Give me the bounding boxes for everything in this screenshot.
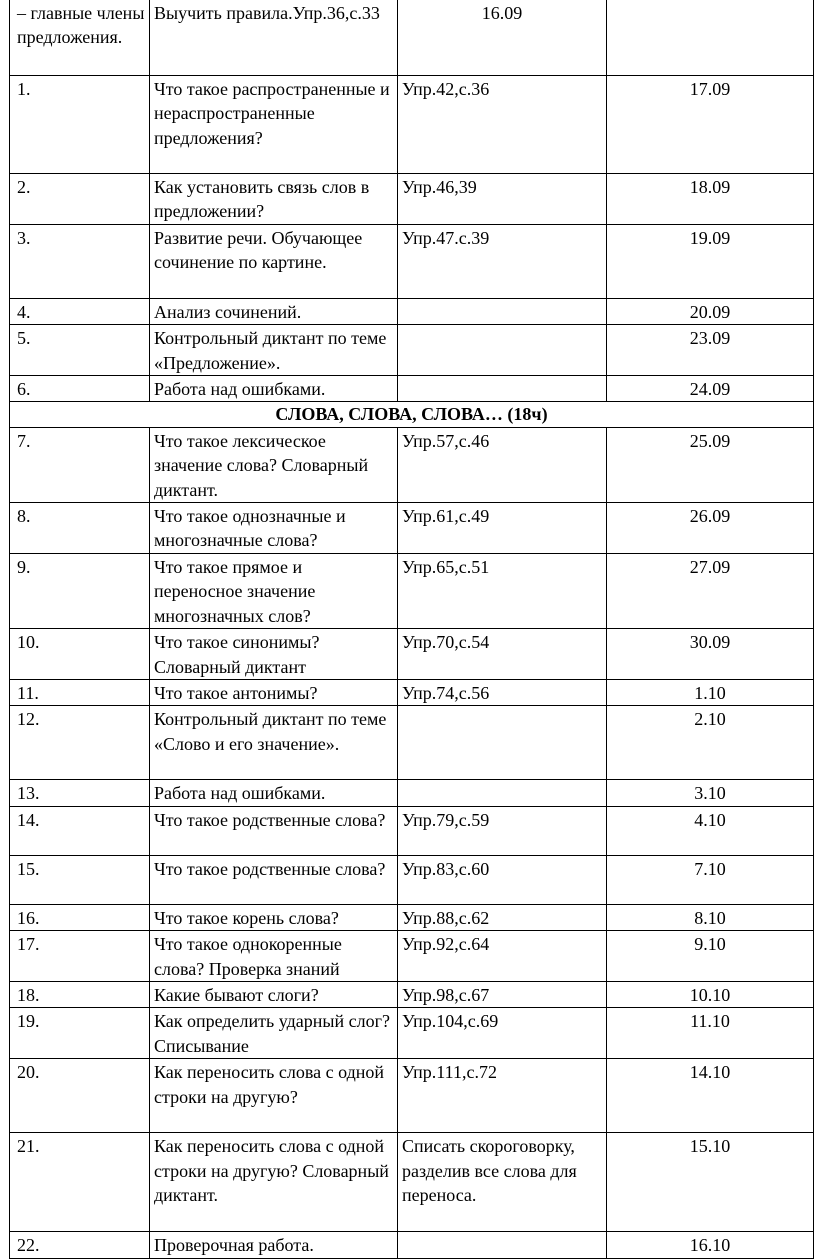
- date-text: 20.09: [689, 301, 731, 322]
- cell-date: [607, 780, 814, 806]
- date-text: 26.09: [689, 506, 731, 527]
- cell-num: 5.: [10, 325, 150, 376]
- table-row: [10, 174, 814, 225]
- date-text: 7.10: [694, 858, 726, 879]
- cell-date: [607, 981, 814, 1007]
- cell-topic: Контрольный диктант по теме «Предложение».: [150, 325, 398, 376]
- cell-num: 19.: [10, 1008, 150, 1059]
- cell-num: 11.: [10, 679, 150, 705]
- cell-topic: Что такое однозначные и многозначные слова?: [150, 503, 398, 554]
- cell-date: [607, 174, 814, 225]
- cell-date: [607, 76, 814, 174]
- cell-topic: Какие бывают слоги?: [150, 981, 398, 1007]
- cell-homework: Упр.46,39: [398, 174, 607, 225]
- table-row: [10, 780, 814, 806]
- table-row: [10, 679, 814, 705]
- table-row: [10, 931, 814, 982]
- cell-num: 18.: [10, 981, 150, 1007]
- cell-topic: Развитие речи. Обучающее сочинение по картине.: [150, 224, 398, 298]
- cell-num: 9.: [10, 553, 150, 628]
- cell-date: [607, 855, 814, 904]
- cell-date: [607, 553, 814, 628]
- cell-topic: Работа над ошибками.: [150, 376, 398, 402]
- cell-num: 7.: [10, 427, 150, 502]
- cell-topic: Как переносить слова с одной строки на другую?: [150, 1059, 398, 1133]
- date-text: 16.10: [689, 1235, 731, 1256]
- table-row: [10, 298, 814, 324]
- date-text: 8.10: [694, 907, 726, 928]
- cell-topic: Что такое родственные слова?: [150, 855, 398, 904]
- table-row: [10, 553, 814, 628]
- date-text: 3.10: [694, 783, 726, 804]
- cell-num: 20.: [10, 1059, 150, 1133]
- table-row: [10, 376, 814, 402]
- cell-homework: [398, 376, 607, 402]
- cell-num: – главные члены предложения.: [10, 0, 150, 76]
- cell-date: [607, 1059, 814, 1133]
- cell-homework: [398, 1232, 607, 1258]
- cell-topic: Контрольный диктант по теме «Слово и его значение».: [150, 706, 398, 780]
- cell-topic: Работа над ошибками.: [150, 780, 398, 806]
- table-row: [10, 76, 814, 174]
- date-text: 11.10: [690, 1011, 730, 1032]
- cell-homework: Упр.79,с.59: [398, 806, 607, 855]
- cell-date: [607, 1133, 814, 1232]
- homework-date-text: 16.09: [481, 3, 523, 23]
- cell-num: 15.: [10, 855, 150, 904]
- cell-num: 17.: [10, 931, 150, 982]
- cell-date: [607, 679, 814, 705]
- cell-num: 14.: [10, 806, 150, 855]
- cell-date: [607, 629, 814, 680]
- cell-date: [607, 325, 814, 376]
- table-row: [10, 629, 814, 680]
- cell-topic: Что такое антонимы?: [150, 679, 398, 705]
- cell-homework: Упр.104,с.69: [398, 1008, 607, 1059]
- cell-num: 22.: [10, 1232, 150, 1258]
- cell-homework: Упр.111,с.72: [398, 1059, 607, 1133]
- cell-topic: Что такое корень слова?: [150, 904, 398, 930]
- date-text: 2.10: [694, 709, 726, 730]
- cell-topic: Выучить правила.Упр.36,с.33: [150, 0, 398, 76]
- table-row: [10, 1008, 814, 1059]
- cell-date: [607, 931, 814, 982]
- date-text: 18.09: [689, 177, 731, 197]
- cell-topic: Как установить связь слов в предложении?: [150, 174, 398, 225]
- cell-homework: Упр.98,с.67: [398, 981, 607, 1007]
- cell-date: [607, 427, 814, 502]
- cell-topic: Как переносить слова с одной строки на другую? Словарный диктант.: [150, 1133, 398, 1232]
- table-row: [10, 427, 814, 502]
- cell-date: [607, 1232, 814, 1258]
- cell-num: 6.: [10, 376, 150, 402]
- cell-homework: Списать скороговорку, разделив все слова для переноса.: [398, 1133, 607, 1232]
- table-row: [10, 325, 814, 376]
- date-text: 25.09: [689, 430, 731, 451]
- cell-num: 10.: [10, 629, 150, 680]
- cell-num: 1.: [10, 76, 150, 174]
- cell-topic: Что такое лексическое значение слова? Словарный диктант.: [150, 427, 398, 502]
- section-title: СЛОВА, СЛОВА, СЛОВА… (18ч): [10, 402, 814, 427]
- cell-date: [607, 376, 814, 402]
- cell-homework: Упр.70,с.54: [398, 629, 607, 680]
- cell-num: 2.: [10, 174, 150, 225]
- cell-homework: Упр.92,с.64: [398, 931, 607, 982]
- cell-topic: Что такое прямое и переносное значение многозначных слов?: [150, 553, 398, 628]
- table-row: [10, 981, 814, 1007]
- cell-date: [607, 806, 814, 855]
- cell-homework: [398, 298, 607, 324]
- cell-homework: Упр.65,с.51: [398, 553, 607, 628]
- cell-num: 12.: [10, 706, 150, 780]
- cell-homework: Упр.57,с.46: [398, 427, 607, 502]
- date-text: 14.10: [689, 1062, 731, 1083]
- cell-date: [607, 503, 814, 554]
- cell-num: 4.: [10, 298, 150, 324]
- date-text: 4.10: [694, 809, 726, 830]
- cell-topic: Что такое родственные слова?: [150, 806, 398, 855]
- cell-date: [607, 298, 814, 324]
- cell-homework: Упр.47.с.39: [398, 224, 607, 298]
- cell-topic: Как определить ударный слог? Списывание: [150, 1008, 398, 1059]
- cell-num: 3.: [10, 224, 150, 298]
- cell-topic: Анализ сочинений.: [150, 298, 398, 324]
- cell-homework: Упр.61,с.49: [398, 503, 607, 554]
- cell-date: [607, 706, 814, 780]
- table-row-top: [10, 0, 814, 76]
- cell-num: 16.: [10, 904, 150, 930]
- date-text: 19.09: [689, 227, 731, 248]
- date-text: 10.10: [689, 984, 731, 1005]
- cell-date: [607, 904, 814, 930]
- cell-homework: Упр.88,с.62: [398, 904, 607, 930]
- table-row: [10, 503, 814, 554]
- date-text: 9.10: [694, 934, 726, 955]
- lesson-plan-table: [9, 0, 814, 1259]
- cell-homework: Упр.83,с.60: [398, 855, 607, 904]
- cell-num: 21.: [10, 1133, 150, 1232]
- table-row: [10, 224, 814, 298]
- cell-date: [607, 0, 814, 76]
- date-text: 15.10: [689, 1136, 731, 1157]
- cell-homework: [398, 0, 607, 76]
- table-row: [10, 806, 814, 855]
- cell-date: [607, 224, 814, 298]
- cell-topic: Проверочная работа.: [150, 1232, 398, 1258]
- table-row: [10, 904, 814, 930]
- cell-num: 8.: [10, 503, 150, 554]
- table-row: [10, 1133, 814, 1232]
- date-text: 17.09: [689, 79, 731, 99]
- date-text: 23.09: [689, 328, 731, 349]
- cell-homework: [398, 706, 607, 780]
- cell-topic: Что такое распространенные и нераспространенные предложения?: [150, 76, 398, 174]
- cell-homework: [398, 780, 607, 806]
- date-text: 1.10: [694, 682, 726, 703]
- cell-homework: Упр.42,с.36: [398, 76, 607, 174]
- table-row: [10, 706, 814, 780]
- table-row: [10, 1232, 814, 1258]
- cell-date: [607, 1008, 814, 1059]
- section-header-row: [10, 402, 814, 427]
- cell-homework: Упр.74,с.56: [398, 679, 607, 705]
- cell-homework: [398, 325, 607, 376]
- date-text: 24.09: [689, 379, 731, 400]
- date-text: 30.09: [689, 632, 731, 653]
- cell-topic: Что такое однокоренные слова? Проверка знаний: [150, 931, 398, 982]
- cell-num: 13.: [10, 780, 150, 806]
- table-row: [10, 855, 814, 904]
- date-text: 27.09: [689, 556, 731, 577]
- cell-topic: Что такое синонимы? Словарный диктант: [150, 629, 398, 680]
- table-row: [10, 1059, 814, 1133]
